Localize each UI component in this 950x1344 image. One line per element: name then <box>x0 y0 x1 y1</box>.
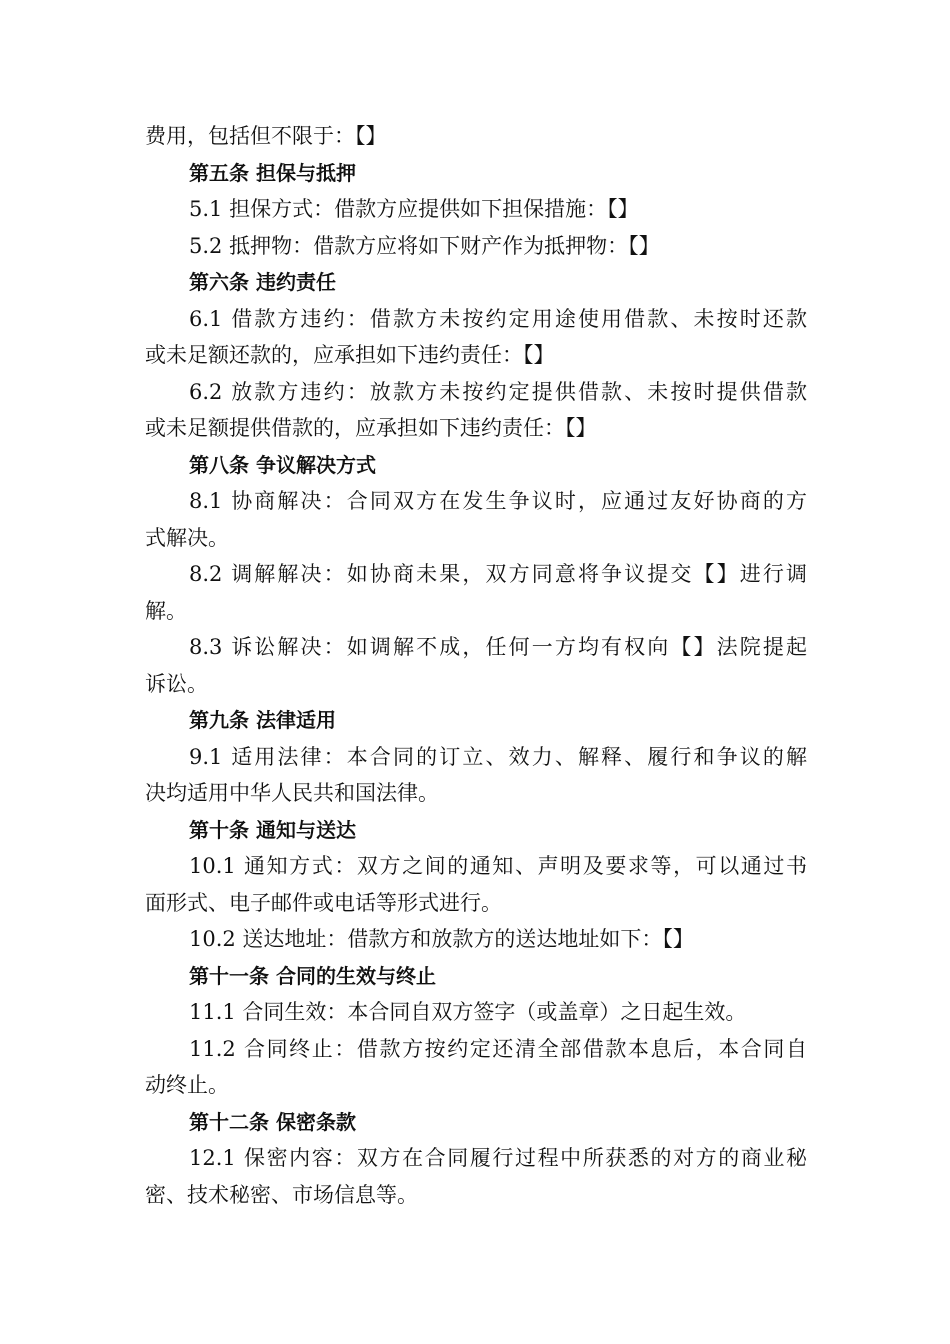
section-heading-6: 第六条 违约责任 <box>189 270 336 294</box>
contract-page-body <box>145 118 807 1213</box>
paragraph-line: 费用，包括但不限于：【】 <box>145 124 387 148</box>
section-heading-5: 第五条 担保与抵押 <box>189 160 356 185</box>
section-heading-8: 第八条 争议解决方式 <box>189 452 376 477</box>
section-heading-11: 第十一条 合同的生效与终止 <box>189 963 436 988</box>
clause-5-2: 5.2 抵押物：借款方应将如下财产作为抵押物：【】 <box>189 233 660 258</box>
clause-10-2: 10.2 送达地址：借款方和放款方的送达地址如下：【】 <box>189 927 694 951</box>
clause-10-1-continued: 面形式、电子邮件或电话等形式进行。 <box>145 890 502 915</box>
section-heading-12: 第十二条 保密条款 <box>189 1109 356 1134</box>
clause-8-3: 8.3 诉讼解决：如调解不成，任何一方均有权向【】法院提起 <box>189 635 807 659</box>
section-heading-9: 第九条 法律适用 <box>189 708 336 732</box>
section-heading-10: 第十条 通知与送达 <box>189 817 356 842</box>
clause-9-1-continued: 决均适用中华人民共和国法律。 <box>145 781 439 805</box>
clause-6-2: 6.2 放款方违约：放款方未按约定提供借款、未按时提供借款 <box>189 379 807 404</box>
clause-11-1: 11.1 合同生效：本合同自双方签字（或盖章）之日起生效。 <box>189 1000 747 1024</box>
clause-10-1: 10.1 通知方式：双方之间的通知、声明及要求等，可以通过书 <box>189 854 807 878</box>
clause-6-2-continued: 或未足额提供借款的，应承担如下违约责任：【】 <box>145 416 597 440</box>
clause-8-3-continued: 诉讼。 <box>145 671 208 696</box>
clause-8-2: 8.2 调解解决：如协商未果，双方同意将争议提交【】进行调 <box>189 562 807 586</box>
clause-8-2-continued: 解。 <box>145 598 187 623</box>
clause-12-1: 12.1 保密内容：双方在合同履行过程中所获悉的对方的商业秘 <box>189 1146 807 1170</box>
clause-9-1: 9.1 适用法律：本合同的订立、效力、解释、履行和争议的解 <box>189 744 807 769</box>
clause-6-1: 6.1 借款方违约：借款方未按约定用途使用借款、未按时还款 <box>189 306 807 331</box>
clause-11-2-continued: 动终止。 <box>145 1073 229 1097</box>
clause-12-1-continued: 密、技术秘密、市场信息等。 <box>145 1182 418 1207</box>
clause-6-1-continued: 或未足额还款的，应承担如下违约责任：【】 <box>145 343 555 367</box>
clause-5-1: 5.1 担保方式：借款方应提供如下担保措施：【】 <box>189 197 639 221</box>
clause-8-1-continued: 式解决。 <box>145 525 229 550</box>
clause-11-2: 11.2 合同终止：借款方按约定还清全部借款本息后，本合同自 <box>189 1036 807 1061</box>
clause-8-1: 8.1 协商解决：合同双方在发生争议时，应通过友好协商的方 <box>189 489 807 513</box>
